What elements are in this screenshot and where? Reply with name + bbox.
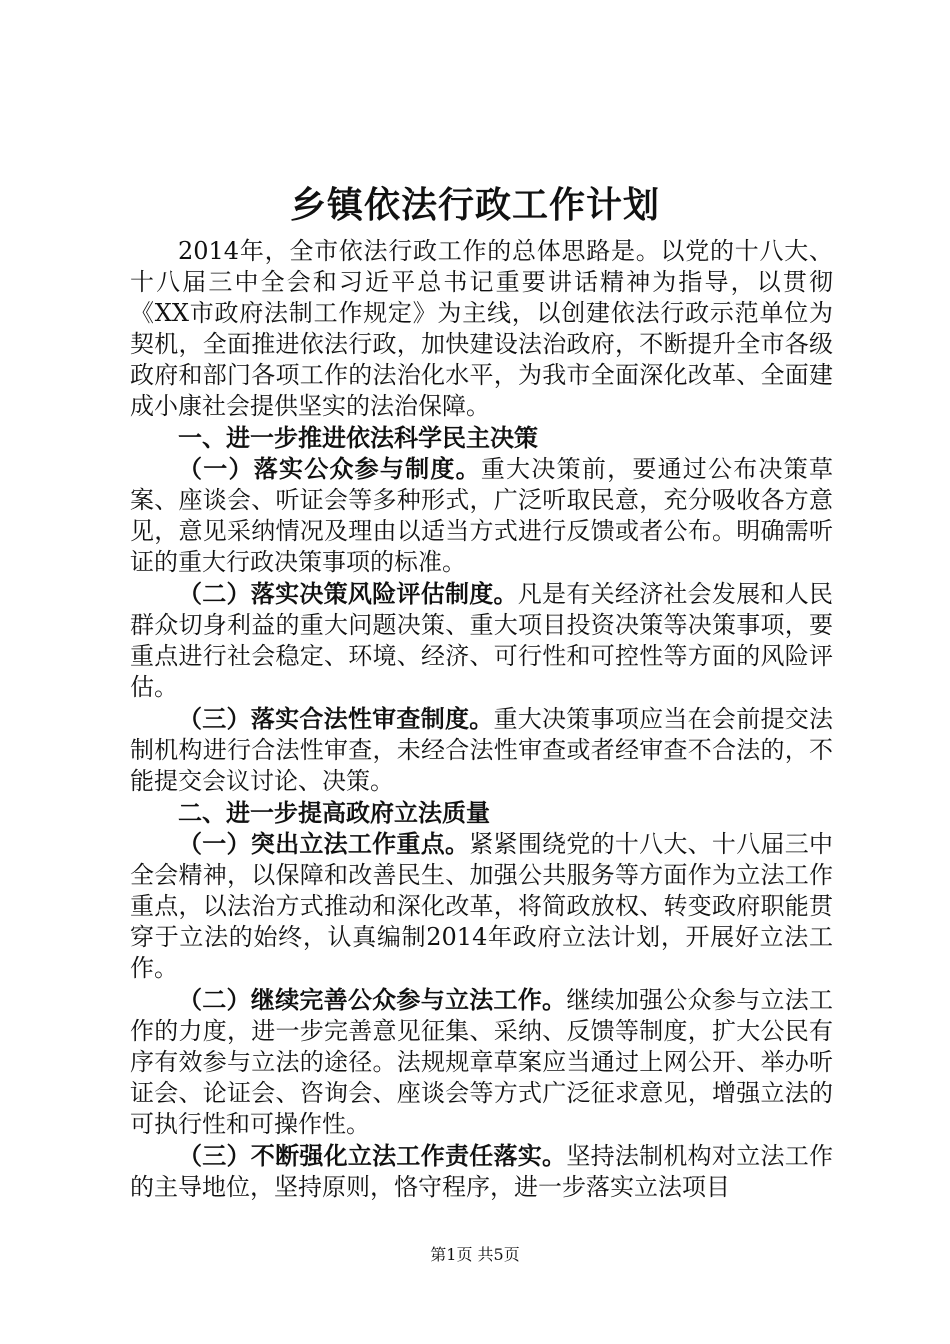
item-text: 紧紧围绕党的十八大、十八届三中全会精神，以保障和改善民生、加强公共服务等方面作为立法工作重点，以法治方式推动和深化改革，将简政放权、转变政府职能贯穿于立法的始终，认真编制2014年政府立法计划，开展好立法工作。	[130, 830, 834, 982]
section-heading-1: 一、进一步推进依法科学民主决策	[178, 423, 538, 452]
intro-paragraph: 2014年，全市依法行政工作的总体思路是。以党的十八大、十八届三中全会和习近平总书记重要讲话精神为指导，以贯彻《XX市政府法制工作规定》为主线，以创建依法行政示范单位为契机，全面推进依法行政，加快建设法治政府，不断提升全市各级政府和部门各项工作的法治化水平，为我市全面深化改革、全面建成小康社会提供坚实的法治保障。	[130, 237, 833, 420]
item-lead: （一）突出立法工作重点。	[178, 829, 470, 858]
item-text: 继续加强公众参与立法工作的力度，进一步完善意见征集、采纳、反馈等制度，扩大公民有序有效参与立法的途径。法规规章草案应当通过上网公开、举办听证会、论证会、咨询会、座谈会等方式广泛征求意见，增强立法的可执行性和可操作性。	[130, 986, 834, 1138]
section-1-item-2	[130, 578, 833, 703]
item-text: 重大决策事项应当在会前提交法制机构进行合法性审查，未经合法性审查或者经审查不合法的，不能提交会议讨论、决策。	[130, 705, 833, 795]
item-lead: （三）不断强化立法工作责任落实。	[178, 1141, 567, 1170]
section-2-item-2	[130, 984, 833, 1140]
item-text: 重大决策前，要通过公布决策草案、座谈会、听证会等多种形式，广泛听取民意，充分吸收各方意见，意见采纳情况及理由以适当方式进行反馈或者公布。明确需听证的重大行政决策事项的标准。	[130, 455, 834, 576]
section-1-item-1	[130, 453, 833, 578]
item-lead: （一）落实公众参与制度。	[178, 454, 481, 483]
item-lead: （二）继续完善公众参与立法工作。	[178, 985, 567, 1014]
document-body	[130, 236, 833, 1203]
page-number-footer: 第1页 共5页	[430, 1245, 520, 1264]
section-1-item-3	[130, 703, 833, 797]
item-text: 凡是有关经济社会发展和人民群众切身利益的重大问题决策、重大项目投资决策等决策事项，要重点进行社会稳定、环境、经济、可行性和可控性等方面的风险评估。	[130, 580, 834, 701]
section-2-item-1	[130, 828, 833, 984]
item-text: 坚持法制机构对立法工作的主导地位，坚持原则，恪守程序，进一步落实立法项目	[130, 1142, 834, 1201]
item-lead: （二）落实决策风险评估制度。	[178, 579, 518, 608]
document-title: 乡镇依法行政工作计划	[289, 184, 660, 226]
item-lead: （三）落实合法性审查制度。	[178, 704, 494, 733]
section-2-item-3	[130, 1140, 833, 1203]
section-heading-2: 二、进一步提高政府立法质量	[178, 798, 490, 827]
